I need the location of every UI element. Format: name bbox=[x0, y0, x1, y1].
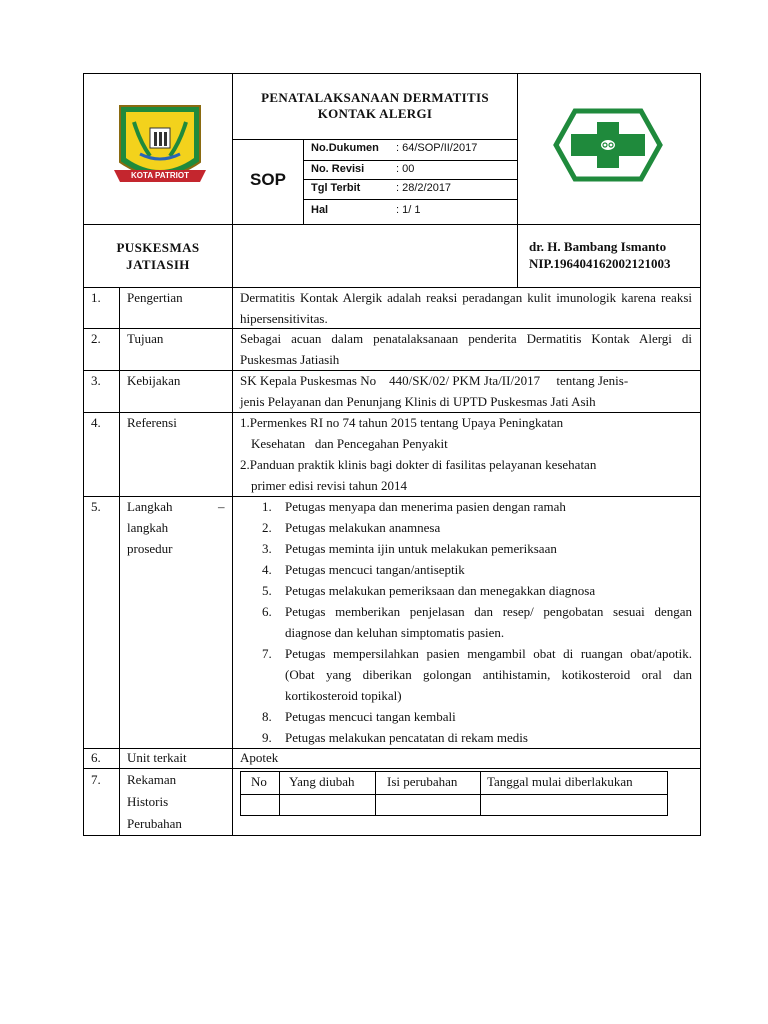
procedure-step-number: 8. bbox=[262, 709, 272, 724]
procedure-step-text: Petugas memberikan penjelasan dan resep/ pengobatan sesuai dengan diagnose dan keluhan simptomatis pasien. bbox=[285, 604, 692, 640]
procedure-step-text: Petugas melakukan pencatatan di rekam medis bbox=[285, 730, 528, 745]
row-5-label-line-2: langkah bbox=[127, 520, 169, 535]
procedure-step-text: Petugas melakukan pemeriksaan dan menegakkan diagnosa bbox=[285, 583, 596, 598]
sop-label: SOP bbox=[250, 170, 286, 189]
title-divider bbox=[232, 139, 518, 140]
row-3-label: Kebijakan bbox=[127, 373, 181, 388]
document-title bbox=[234, 90, 516, 122]
signer-nip: NIP.196404162002121003 bbox=[529, 256, 671, 271]
row-5-label-line-3: prosedur bbox=[127, 541, 173, 556]
row-7-label-line-1: Rekaman bbox=[127, 772, 177, 787]
row-6-content: Apotek bbox=[240, 750, 279, 765]
procedure-step-number: 1. bbox=[262, 499, 272, 514]
history-col-divider bbox=[480, 772, 481, 816]
meta-divider-v bbox=[303, 139, 304, 224]
row-7-number: 7. bbox=[91, 772, 101, 787]
reference-1-line-1: 1.Permenkes RI no 74 tahun 2015 tentang Upaya Peningkatan bbox=[240, 415, 564, 430]
meta-value-3: : 1/ 1 bbox=[396, 204, 421, 216]
frame-bottom bbox=[83, 835, 701, 836]
organization-name bbox=[84, 239, 232, 273]
org-line-2: JATIASIH bbox=[126, 257, 190, 272]
meta-label-0: No.Dukumen bbox=[311, 142, 379, 154]
frame-left bbox=[83, 73, 84, 836]
history-header-effective-date: Tanggal mulai diberlakukan bbox=[487, 774, 633, 789]
row-2-number: 2. bbox=[91, 331, 101, 346]
row-7-label-line-3: Perubahan bbox=[127, 816, 182, 831]
row-3-content-line-1: SK Kepala Puskesmas No 440/SK/02/ PKM Jta/II/2017 tentang Jenis- bbox=[240, 373, 629, 388]
meta-row-line-3 bbox=[303, 199, 518, 200]
puskesmas-logo bbox=[553, 108, 663, 182]
procedure-step-number: 3. bbox=[262, 541, 272, 556]
reference-2-line-2: primer edisi revisi tahun 2014 bbox=[251, 478, 407, 493]
row-5-label-dash: – bbox=[218, 499, 225, 514]
row-3-content-line-2: jenis Pelayanan dan Penunjang Klinis di UPTD Puskesmas Jati Asih bbox=[240, 394, 596, 409]
row-6-number: 6. bbox=[91, 750, 101, 765]
signer-name: dr. H. Bambang Ismanto bbox=[529, 239, 667, 254]
procedure-step-number: 7. bbox=[262, 646, 272, 661]
history-header-changed: Yang diubah bbox=[289, 774, 355, 789]
meta-label-3: Hal bbox=[311, 204, 329, 216]
row-5-label-line-1: Langkah bbox=[127, 499, 173, 514]
org-line-1: PUSKESMAS bbox=[116, 240, 200, 255]
procedure-step-number: 6. bbox=[262, 604, 272, 619]
meta-label-2: Tgl Terbit bbox=[311, 182, 361, 194]
history-table bbox=[240, 771, 668, 816]
reference-2-line-1: 2.Panduan praktik klinis bagi dokter di fasilitas pelayanan kesehatan bbox=[240, 457, 597, 472]
meta-value-2: : 28/2/2017 bbox=[396, 182, 452, 194]
row-4-label: Referensi bbox=[127, 415, 177, 430]
meta-value-0: : 64/SOP/II/2017 bbox=[396, 142, 478, 154]
procedure-step-number: 5. bbox=[262, 583, 272, 598]
history-row-divider bbox=[241, 794, 668, 795]
row-2-content: Sebagai acuan dalam penatalaksanaan penderita Dermatitis Kontak Alergi di Puskesmas Jatiasih bbox=[240, 331, 692, 367]
history-header-content: Isi perubahan bbox=[387, 774, 458, 789]
title-line-1: PENATALAKSANAAN DERMATITIS bbox=[261, 90, 489, 105]
row-4-number: 4. bbox=[91, 415, 101, 430]
meta-row-line-1 bbox=[303, 160, 518, 161]
crest-banner-text: KOTA PATRIOT bbox=[131, 171, 189, 180]
procedure-step-text: Petugas mencuci tangan kembali bbox=[285, 709, 456, 724]
row-6-label: Unit terkait bbox=[127, 750, 187, 765]
procedure-step-number: 9. bbox=[262, 730, 272, 745]
reference-1-line-2: Kesehatan dan Pencegahan Penyakit bbox=[251, 436, 448, 451]
frame-top bbox=[83, 73, 701, 74]
header-divider-2 bbox=[517, 73, 518, 287]
frame-right bbox=[700, 73, 701, 836]
history-header-no: No bbox=[251, 774, 267, 789]
meta-label-1: No. Revisi bbox=[311, 163, 365, 175]
procedure-step-number: 2. bbox=[262, 520, 272, 535]
row-7-label-line-2: Historis bbox=[127, 794, 169, 809]
meta-row-line-2 bbox=[303, 179, 518, 180]
row-3-number: 3. bbox=[91, 373, 101, 388]
procedure-step-text: Petugas mencuci tangan/antiseptik bbox=[285, 562, 465, 577]
procedure-step-text: Petugas melakukan anamnesa bbox=[285, 520, 441, 535]
row-2-label: Tujuan bbox=[127, 331, 164, 346]
history-col-divider bbox=[375, 772, 376, 816]
row-1-number: 1. bbox=[91, 290, 101, 305]
row-1-content: Dermatitis Kontak Alergik adalah reaksi peradangan kulit imunologik karena reaksi hipersensitivitas. bbox=[240, 290, 692, 326]
meta-value-1: : 00 bbox=[396, 163, 415, 175]
title-line-2: KONTAK ALERGI bbox=[317, 106, 433, 121]
procedure-step-text: Petugas mempersilahkan pasien mengambil obat di ruangan obat/apotik. (Obat yang diberikan golongan antihistamin, kotikosteroid oral dan kortikosteroid topikal) bbox=[285, 646, 692, 703]
row-5-number: 5. bbox=[91, 499, 101, 514]
procedure-step-text: Petugas menyapa dan menerima pasien dengan ramah bbox=[285, 499, 566, 514]
procedure-step-text: Petugas meminta ijin untuk melakukan pemeriksaan bbox=[285, 541, 557, 556]
signer-block bbox=[519, 238, 700, 272]
city-crest-logo bbox=[110, 102, 210, 194]
procedure-step-number: 4. bbox=[262, 562, 272, 577]
header-row-line bbox=[83, 224, 701, 225]
history-col-divider bbox=[279, 772, 280, 816]
row-1-label: Pengertian bbox=[127, 290, 183, 305]
